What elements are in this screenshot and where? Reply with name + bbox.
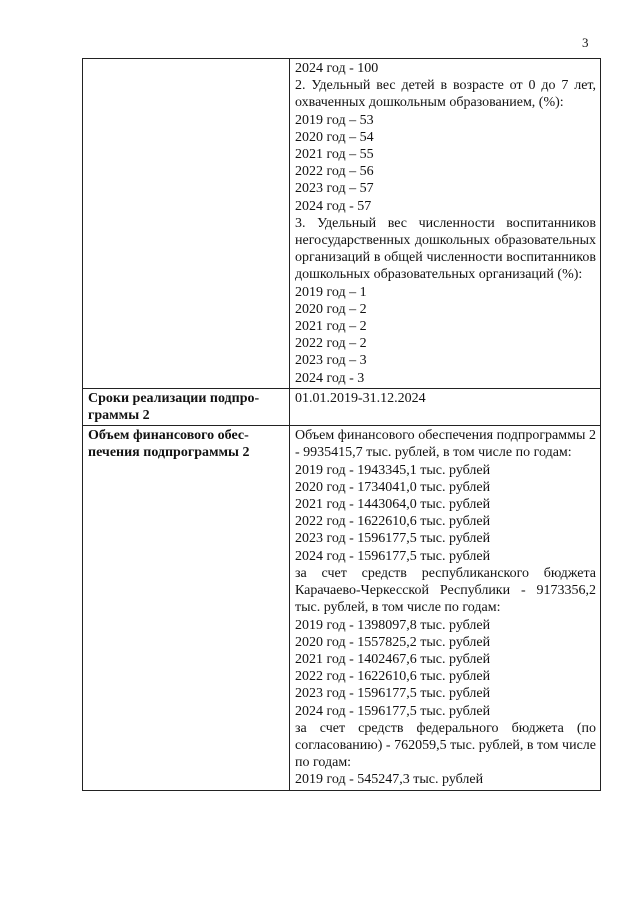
funding-regional-year: 2023 год - 1596177,5 тыс. рублей [295, 686, 491, 702]
table-row-funding [83, 426, 601, 790]
indicator3-value: 2024 год - 3 [295, 370, 365, 386]
indicator3-value: 2020 год – 2 [295, 301, 367, 317]
funding-regional: за счет средств республиканского бюджета Карачаево-Черкесской Республики - 9173356,2 тыс. рублей, в том числе по годам: [295, 565, 596, 616]
table-row-indicators [83, 59, 601, 389]
indicator2-value: 2021 год – 55 [295, 147, 374, 163]
funding-total: Объем финансового обеспечения подпрограммы 2 - 9935415,7 тыс. рублей, в том числе по годам: [295, 428, 596, 461]
indicator3-value: 2021 год – 2 [295, 319, 367, 335]
funding-total-year: 2019 год - 1943345,1 тыс. рублей [295, 462, 491, 478]
funding-total-year: 2021 год - 1443064,0 тыс. рублей [295, 497, 491, 513]
row1-label-cell [83, 59, 290, 389]
indicator3-value: 2023 год – 3 [295, 353, 367, 369]
page-number: 3 [582, 35, 589, 50]
indicator2-value: 2023 год – 57 [295, 181, 374, 197]
period-label: Сроки реализации подпрограммы 2 [83, 388, 290, 425]
funding-federal-year: 2019 год - 545247,3 тыс. рублей [295, 772, 484, 788]
funding-federal: за счет средств федерального бюджета (по согласованию) - 762059,5 тыс. рублей, в том числе по годам: [295, 720, 596, 771]
funding-regional-year: 2022 год - 1622610,6 тыс. рублей [295, 669, 491, 685]
row1-value-cell [290, 59, 601, 389]
funding-regional-year: 2021 год - 1402467,6 тыс. рублей [295, 651, 491, 667]
indicator2-value: 2024 год - 57 [295, 198, 372, 214]
indicator3-value: 2022 год – 2 [295, 336, 367, 352]
indicator2-value: 2019 год – 53 [295, 112, 374, 128]
funding-label: Объем финансового обеспечения подпрограммы 2 [83, 426, 290, 790]
period-value: 01.01.2019-31.12.2024 [290, 388, 601, 425]
funding-total-year: 2020 год - 1734041,0 тыс. рублей [295, 479, 491, 495]
indicator2-value: 2022 год – 56 [295, 164, 374, 180]
indicator2-value: 2020 год – 54 [295, 129, 374, 145]
funding-regional-year: 2024 год - 1596177,5 тыс. рублей [295, 703, 491, 719]
funding-regional-year: 2019 год - 1398097,8 тыс. рублей [295, 617, 491, 633]
table-row-period [83, 388, 601, 425]
indicator3-title: 3. Удельный вес численности воспитанников негосударственных дошкольных образовательных организаций в общей численности воспитанников дошкольных образовательных организаций (%): [295, 215, 596, 283]
funding-regional-year: 2020 год - 1557825,2 тыс. рублей [295, 634, 491, 650]
indicator2-title: 2. Удельный вес детей в возрасте от 0 до 7 лет, охваченных дошкольным образованием, (%): [295, 78, 596, 111]
indicator3-value: 2019 год – 1 [295, 284, 367, 300]
funding-total-year: 2023 год - 1596177,5 тыс. рублей [295, 531, 491, 547]
funding-total-year: 2022 год - 1622610,6 тыс. рублей [295, 514, 491, 530]
funding-value-cell [290, 426, 601, 790]
indicator1-last-value: 2024 год - 100 [295, 61, 379, 76]
subprogram-passport-table [82, 58, 601, 791]
funding-total-year: 2024 год - 1596177,5 тыс. рублей [295, 548, 491, 564]
